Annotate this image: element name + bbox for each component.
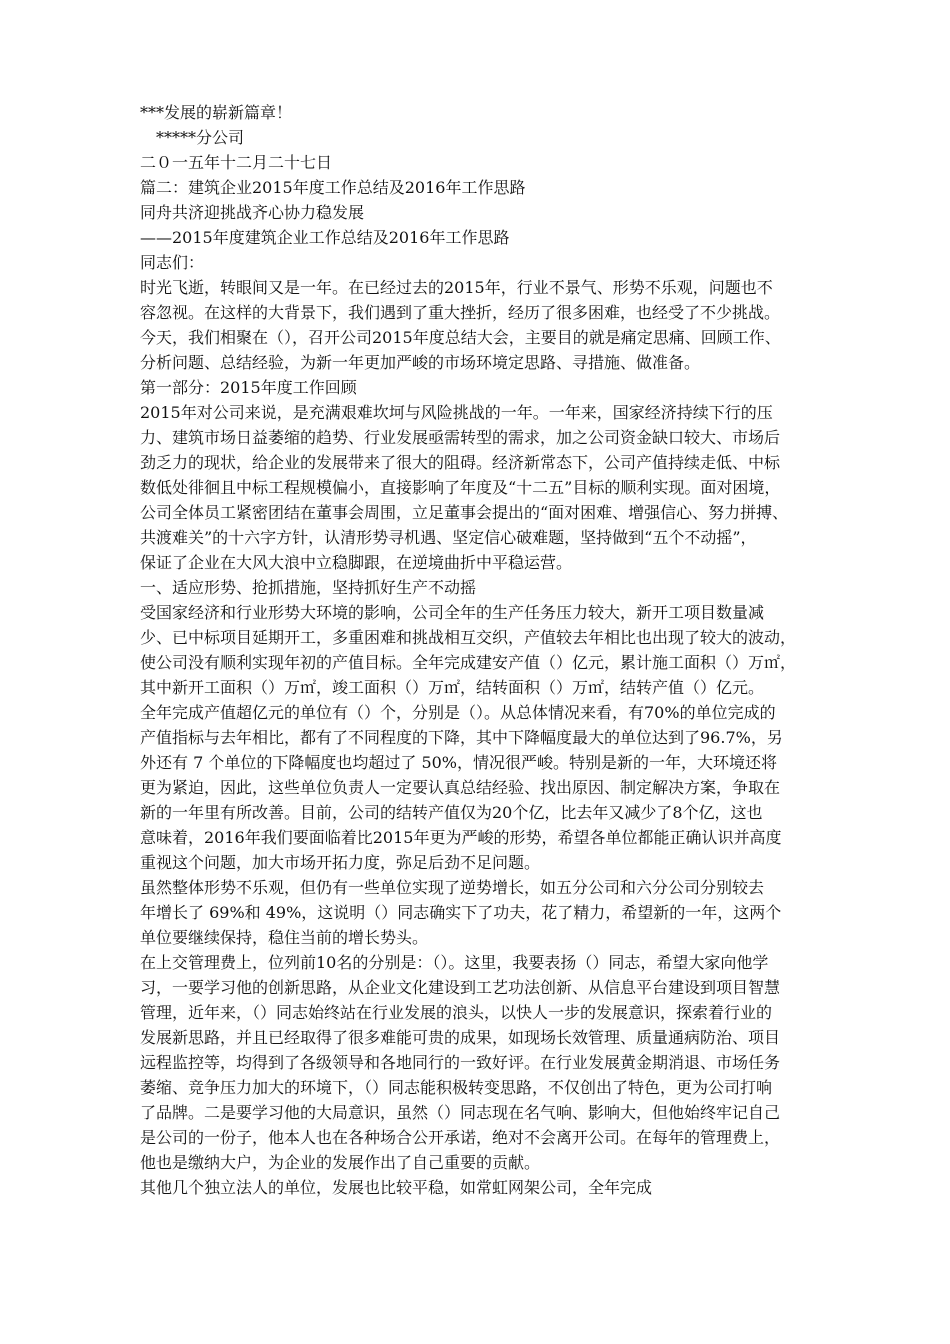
text-line: 他也是缴纳大户，为企业的发展作出了自己重要的贡献。	[140, 1153, 541, 1172]
text-line: 公司全体员工紧密团结在董事会周围，立足董事会提出的“面对困难、增强信心、努力拼搏、	[140, 503, 789, 522]
text-line: 产值指标与去年相比，都有了不同程度的下降，其中下降幅度最大的单位达到了96.7%，另	[140, 728, 783, 747]
text-line: 第一部分：2015年度工作回顾	[140, 378, 357, 397]
text-line: 少、已中标项目延期开工，多重困难和挑战相互交织，产值较去年相比也出现了较大的波动，	[140, 628, 797, 647]
text-line: 年增长了 69%和 49%，这说明（）同志确实下了功夫，花了精力，希望新的一年，这两个	[140, 903, 782, 922]
text-line: 受国家经济和行业形势大环境的影响，公司全年的生产任务压力较大，新开工项目数量减	[140, 603, 765, 622]
text-line: 单位要继续保持，稳住当前的增长势头。	[140, 928, 429, 947]
text-line: 重视这个问题，加大市场开拓力度，弥足后劲不足问题。	[140, 853, 541, 872]
text-line: ——2015年度建筑企业工作总结及2016年工作思路	[140, 228, 510, 247]
text-line: 同志们：	[140, 253, 205, 272]
text-line: 使公司没有顺利实现年初的产值目标。全年完成建安产值（）亿元，累计施工面积（）万㎡，	[140, 653, 797, 672]
text-line: 数低处徘徊且中标工程规模偏小，直接影响了年度及“十二五”目标的顺利实现。面对困境，	[140, 478, 781, 497]
section-heading: 篇二：建筑企业2015年度工作总结及2016年工作思路	[140, 178, 526, 197]
text-line: *****分公司	[140, 128, 245, 147]
text-line: 其他几个独立法人的单位，发展也比较平稳，如常虹网架公司，全年完成	[140, 1178, 653, 1197]
text-line: 保证了企业在大风大浪中立稳脚跟，在逆境曲折中平稳运营。	[140, 553, 573, 572]
text-line: 2015年对公司来说，是充满艰难坎坷与风险挑战的一年。一年来，国家经济持续下行的压	[140, 403, 773, 422]
text-line: 更为紧迫，因此，这些单位负责人一定要认真总结经验、找出原因、制定解决方案，争取在	[140, 778, 781, 797]
text-line: 时光飞逝，转眼间又是一年。在已经过去的2015年，行业不景气、形势不乐观，问题也不	[140, 278, 773, 297]
text-line: 发展新思路，并且已经取得了很多难能可贵的成果，如现场长效管理、质量通病防治、项目	[140, 1028, 781, 1047]
text-line: 容忽视。在这样的大背景下，我们遇到了重大挫折，经历了很多困难，也经受了不少挑战。	[140, 303, 781, 322]
text-line: 其中新开工面积（）万㎡，竣工面积（）万㎡，结转面积（）万㎡，结转产值（）亿元。	[140, 678, 765, 697]
text-line: 二０一五年十二月二十七日	[140, 153, 333, 172]
text-line: 同舟共济迎挑战齐心协力稳发展	[140, 203, 365, 222]
text-line: 是公司的一份子，他本人也在各种场合公开承诺，绝对不会离开公司。在每年的管理费上，	[140, 1128, 781, 1147]
text-line: ***发展的崭新篇章！	[140, 103, 293, 122]
text-line: 习，一要学习他的创新思路，从企业文化建设到工艺功法创新、从信息平台建设到项目智慧	[140, 978, 781, 997]
text-line: 新的一年里有所改善。目前，公司的结转产值仅为20个亿，比去年又减少了8个亿，这也	[140, 803, 763, 822]
text-line: 管理，近年来，（）同志始终站在行业发展的浪头，以快人一步的发展意识，探索着行业的	[140, 1003, 773, 1022]
text-line: 共渡难关”的十六字方针，认清形势寻机遇、坚定信心破难题，坚持做到“五个不动摇”，	[140, 528, 757, 547]
text-line: 今天，我们相聚在（），召开公司2015年度总结大会，主要目的就是痛定思痛、回顾工作、	[140, 328, 781, 347]
text-line: 虽然整体形势不乐观，但仍有一些单位实现了逆势增长，如五分公司和六分公司分别较去	[140, 878, 765, 897]
text-line: 了品牌。二是要学习他的大局意识，虽然（）同志现在名气响、影响大，但他始终牢记自己	[140, 1103, 781, 1122]
text-line: 外还有 7 个单位的下降幅度也均超过了 50%，情况很严峻。特别是新的一年，大环境还将	[140, 753, 778, 772]
text-line: 远程监控等，均得到了各级领导和各地同行的一致好评。在行业发展黄金期消退、市场任务	[140, 1053, 781, 1072]
text-line: 力、建筑市场日益萎缩的趋势、行业发展亟需转型的需求，加之公司资金缺口较大、市场后	[140, 428, 781, 447]
text-line: 全年完成产值超亿元的单位有（）个，分别是（）。从总体情况来看，有70%的单位完成的	[140, 703, 776, 722]
text-line: 一、适应形势、抢抓措施，坚持抓好生产不动摇	[140, 578, 477, 597]
text-line: 分析问题、总结经验，为新一年更加严峻的市场环境定思路、寻措施、做准备。	[140, 353, 701, 372]
text-line: 劲乏力的现状，给企业的发展带来了很大的阻碍。经济新常态下，公司产值持续走低、中标	[140, 453, 781, 472]
text-line: 萎缩、竞争压力加大的环境下，（）同志能积极转变思路，不仅创出了特色，更为公司打响	[140, 1078, 773, 1097]
text-line: 在上交管理费上，位列前10名的分别是：（）。这里，我要表扬（）同志，希望大家向他学	[140, 953, 769, 972]
text-line: 意味着，2016年我们要面临着比2015年更为严峻的形势，希望各单位都能正确认识并高度	[140, 828, 782, 847]
